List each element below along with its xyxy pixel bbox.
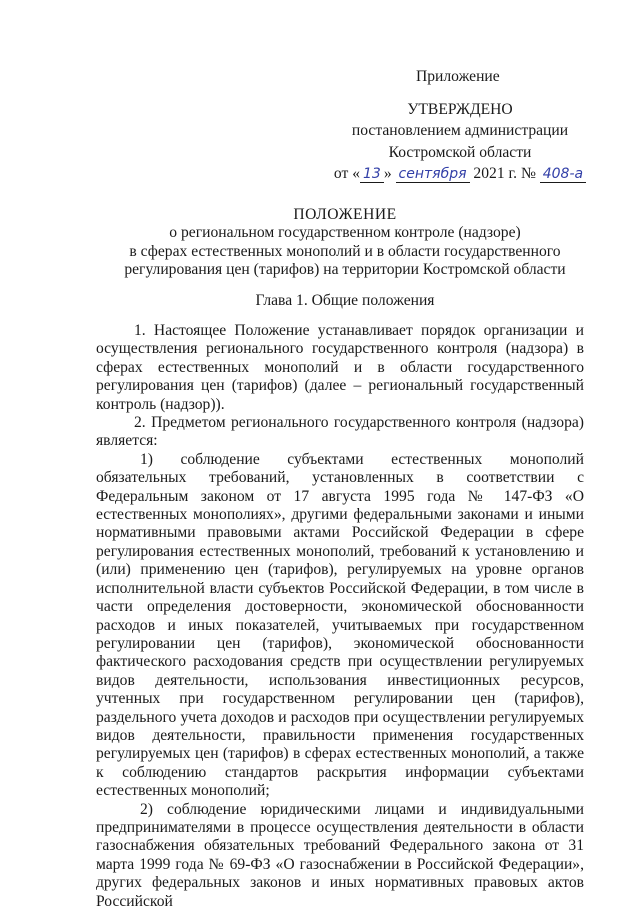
handwritten-day: 13 xyxy=(360,166,384,183)
title-subtitle-line: регулирования цен (тарифов) на территории Костромской области xyxy=(124,261,566,279)
title-heading: ПОЛОЖЕНИЕ xyxy=(293,206,397,223)
region-line: Костромской области xyxy=(388,143,532,161)
paragraph: 1) соблюдение субъектами естественных монополий обязательных требований, установленных в соответствии с Федеральным законом от 17 августа 1995 года № 147-ФЗ «О естественных монополиях», другими федеральными законами и иными нормативными правовыми актами Российской Федерации в сфере регулирования естественных монополий, требований к установлению и (или) применению цен (тарифов), регулируемых на уровне органов исполнительной власти субъектов Российской Федерации, в том числе в части определения достоверности, экономической обоснованности расходов и иных показателей, учитываемых при государственном регулировании цен (тарифов), экономической обоснованности фактического расходования средств при осуществлении регулируемых видов деятельности, использования инвестиционных ресурсов, учтенных при государственном регулировании цен (тарифов), раздельного учета доходов и расходов при осуществлении регулируемых видов деятельности, правильности применения государственных регулируемых цен (тарифов) в сферах естественных монополий, а также к соблюдению стандартов раскрытия информации субъектами естественных монополий; xyxy=(96,450,584,800)
paragraph: 2. Предметом регионального государственного контроля (надзора) является: xyxy=(96,414,584,450)
year-text: 2021 г. № xyxy=(473,164,536,182)
approval-block xyxy=(330,66,590,184)
paragraph: 2) соблюдение юридическими лицами и индивидуальными предпринимателями в процессе осуществления деятельности в области газоснабжения обязательных требований Федерального закона от 31 марта 1999 года № 69-ФЗ «О газоснабжении в Российской Федерации», других федеральных законов и иных нормативных правовых актов Российской xyxy=(96,800,584,910)
date-prefix: от « xyxy=(333,164,360,182)
body-text xyxy=(96,322,584,911)
approval-stamp xyxy=(330,99,590,184)
handwritten-number: 408-а xyxy=(540,166,586,183)
approved-label: УТВЕРЖДЕНО xyxy=(407,101,513,118)
decree-line: постановлением администрации xyxy=(351,122,569,140)
handwritten-month: сентября xyxy=(396,166,470,183)
title-subtitle-line: в сферах естественных монополий и в области государственного xyxy=(129,242,561,260)
title-subtitle-line: о региональном государственном контроле (надзоре) xyxy=(169,224,521,242)
annex-label: Приложение xyxy=(416,68,500,85)
date-line xyxy=(330,163,590,184)
document-title xyxy=(90,206,600,280)
paragraph: 1. Настоящее Положение устанавливает порядок организации и осуществления регионального государственного контроля (надзора) в сферах естественных монополий и в области государственного регулирования цен (тарифов) (далее – региональный государственный контроль (надзор)). xyxy=(96,322,584,413)
chapter-heading: Глава 1. Общие положения xyxy=(255,292,435,309)
date-mid-quote: » xyxy=(383,164,392,182)
